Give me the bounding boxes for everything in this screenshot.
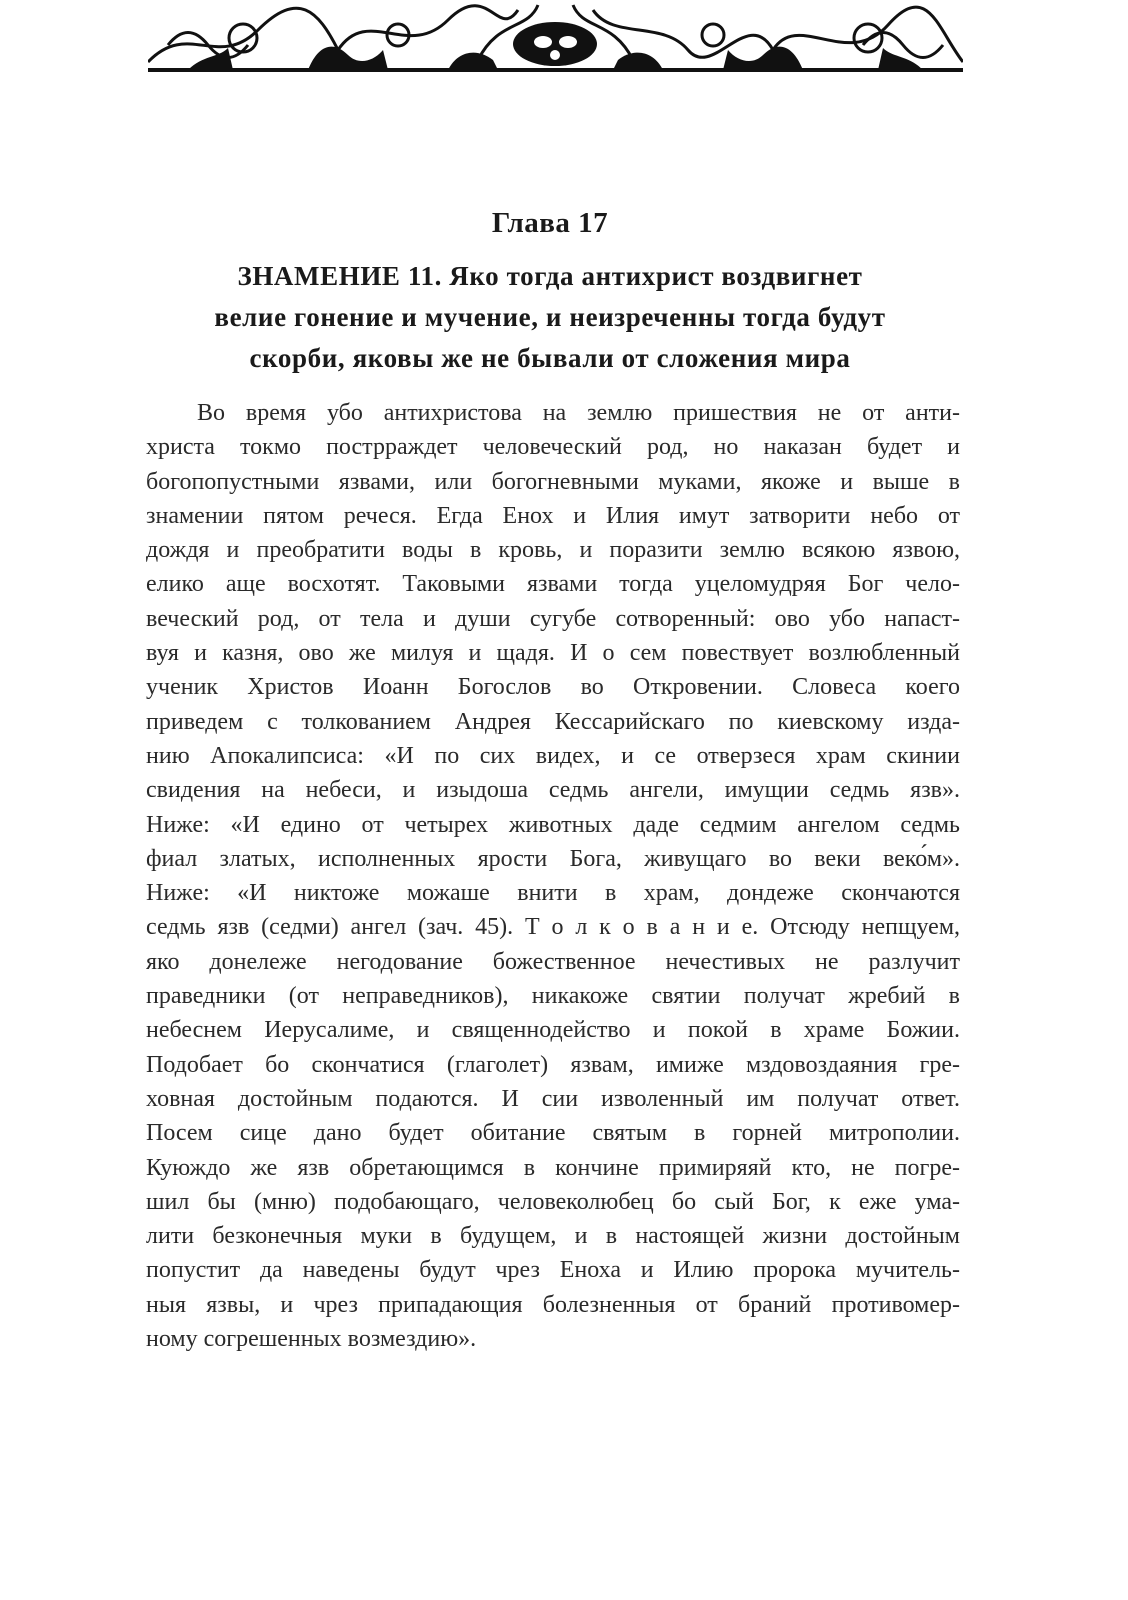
text-line: Куюждо же язв обретающимся в кончине примиряяй кто, не погре- xyxy=(146,1154,960,1181)
chapter-title-line: ЗНАМЕНИЕ 11. Яко тогда антихрист воздвигнет xyxy=(237,261,863,291)
text-line: небеснем Иерусалиме, и священнодейство и покой в храме Божии. xyxy=(146,1017,960,1044)
text-line: праведники (от неправедников), никакоже святии получат жребий в xyxy=(146,983,960,1010)
text-line: христа токмо пострраждет человеческий род, но наказан будет и xyxy=(146,434,960,461)
text-line: ному согрешенных возмездию». xyxy=(146,1326,477,1353)
text-line: Посем сице дано будет обитание святым в горней митрополии. xyxy=(146,1120,960,1147)
text-line: дождя и преобратити воды в кровь, и поразити землю всякою язвою, xyxy=(146,537,960,564)
text-line: попустит да наведены будут чрез Еноха и Илию пророка мучитель- xyxy=(146,1257,960,1284)
text-line: веческий род, от тела и души сугубе сотворенный: ово убо напаст- xyxy=(146,605,960,632)
body-paragraph xyxy=(146,396,960,1356)
text-line: богопопустными язвами, или богогневными муками, якоже и выше в xyxy=(146,468,960,495)
text-line: знамении пятом речеся. Егда Енох и Илия имут затворити небо от xyxy=(146,502,960,529)
text-line: Подобает бо скончатися (глаголет) язвам, имиже мздовоздаяния гре- xyxy=(146,1051,960,1078)
text-line: шил бы (мню) подобающаго, человеколюбец бо сый Бог, к еже ума- xyxy=(146,1188,960,1215)
chapter-number: Глава 17 xyxy=(491,207,609,239)
text-line: вуя и казня, ово же милуя и щадя. И о сем повествует возлюбленный xyxy=(146,640,960,667)
text-line: ученик Христов Иоанн Богослов во Откровении. Словеса коего xyxy=(146,674,960,701)
text-line: ныя язвы, и чрез припадающия болезненныя от браний противомер- xyxy=(146,1291,960,1318)
chapter-title-line: скорби, яковы же не бывали от сложения мира xyxy=(249,343,851,373)
text-line: фиал златых, исполненных ярости Бога, живущаго во веки веко́м». xyxy=(146,845,960,872)
text-line: Ниже: «И едино от четырех животных даде седмим ангелом седмь xyxy=(146,811,960,838)
text-line: свидения на небеси, и изыдоша седмь ангели, имущии седмь язв». xyxy=(146,777,960,804)
text-line: яко донележе негодование божественное нечестивых не разлучит xyxy=(146,948,960,975)
text-line: седмь язв (седми) ангел (зач. 45). Т о л к о в а н и е. Отсюду непщуем, xyxy=(146,914,960,941)
text-line: приведем с толкованием Андрея Кессарийскаго по киевскому изда- xyxy=(146,708,960,735)
text-line: Во время убо антихристова на землю пришествия не от анти- xyxy=(197,400,960,426)
text-line: нию Апокалипсиса: «И по сих видех, и се отверзеся храм скинии xyxy=(146,742,960,769)
text-line: Ниже: «И никтоже можаше внити в храм, дондеже скончаются xyxy=(146,880,960,907)
chapter-title xyxy=(140,256,960,379)
floral-ornament-icon xyxy=(148,0,963,72)
text-line: елико аще восхотят. Таковыми язвами тогда уцеломудряя Бог чело- xyxy=(146,571,960,598)
text-line: лити безконечныя муки в будущем, и в настоящей жизни достойным xyxy=(146,1223,960,1250)
text-line: ховная достойным подаются. И сии изволенный им получат ответ. xyxy=(146,1085,960,1112)
chapter-title-line: велие гонение и мучение, и неизреченны тогда будут xyxy=(214,302,886,332)
